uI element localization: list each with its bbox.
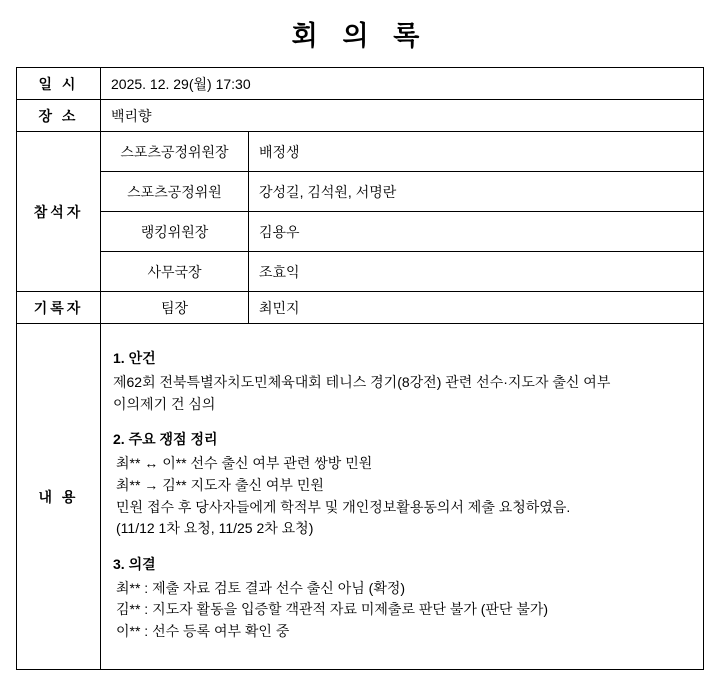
section-heading: 2. 주요 쟁점 정리 — [113, 431, 218, 448]
section-line: 이** : 선수 등록 여부 확인 중 — [116, 622, 290, 639]
section-line: (11/12 1차 요청, 11/25 2차 요청) — [116, 520, 314, 537]
section-line: 이의제기 건 심의 — [113, 395, 216, 412]
table-row-content — [17, 324, 704, 670]
table-row-attendee — [17, 132, 704, 172]
attendee-name: 강성길, 김석원, 서명란 — [249, 172, 704, 212]
attendee-role: 사무국장 — [101, 252, 249, 292]
table-row-attendee — [17, 172, 704, 212]
table-row-attendee — [17, 212, 704, 252]
content-section-1 — [113, 348, 693, 415]
date-value: 2025. 12. 29(월) 17:30 — [101, 68, 704, 100]
attendee-role: 랭킹위원장 — [101, 212, 249, 252]
content-body — [101, 324, 704, 670]
attendees-label: 참석자 — [17, 132, 101, 292]
content-section-3 — [113, 554, 693, 643]
section-line: 최** ↔ 이** 선수 출신 여부 관련 쌍방 민원 — [116, 455, 373, 472]
table-row-place — [17, 100, 704, 132]
table-row-recorder — [17, 292, 704, 324]
section-line: 민원 접수 후 당사자들에게 학적부 및 개인정보활용동의서 제출 요청하였음. — [116, 498, 571, 515]
attendee-name: 김용우 — [249, 212, 704, 252]
attendee-name: 배정생 — [249, 132, 704, 172]
section-heading: 1. 안건 — [113, 350, 156, 367]
recorder-role: 팀장 — [101, 292, 249, 324]
minutes-table — [16, 67, 704, 670]
recorder-label: 기록자 — [17, 292, 101, 324]
attendee-name: 조효익 — [249, 252, 704, 292]
table-row-attendee — [17, 252, 704, 292]
date-label: 일 시 — [17, 68, 101, 100]
section-line: 김** : 지도자 활동을 입증할 객관적 자료 미제출로 판단 불가 (판단 불가) — [116, 601, 549, 618]
section-heading: 3. 의결 — [113, 555, 156, 572]
table-row-date — [17, 68, 704, 100]
attendee-role: 스포츠공정위원장 — [101, 132, 249, 172]
attendee-role: 스포츠공정위원 — [101, 172, 249, 212]
content-section-2 — [113, 429, 693, 539]
section-line: 최** : 제출 자료 검토 결과 선수 출신 아님 (확정) — [116, 579, 406, 596]
place-label: 장 소 — [17, 100, 101, 132]
place-value: 백리향 — [101, 100, 704, 132]
section-line: 최** → 김** 지도자 출신 여부 민원 — [116, 476, 324, 493]
content-label: 내 용 — [17, 324, 101, 670]
page-title: 회 의 록 — [291, 21, 429, 51]
section-line: 제62회 전북특별자치도민체육대회 테니스 경기(8강전) 관련 선수·지도자 출신 여부 — [113, 374, 611, 391]
recorder-name: 최민지 — [249, 292, 704, 324]
